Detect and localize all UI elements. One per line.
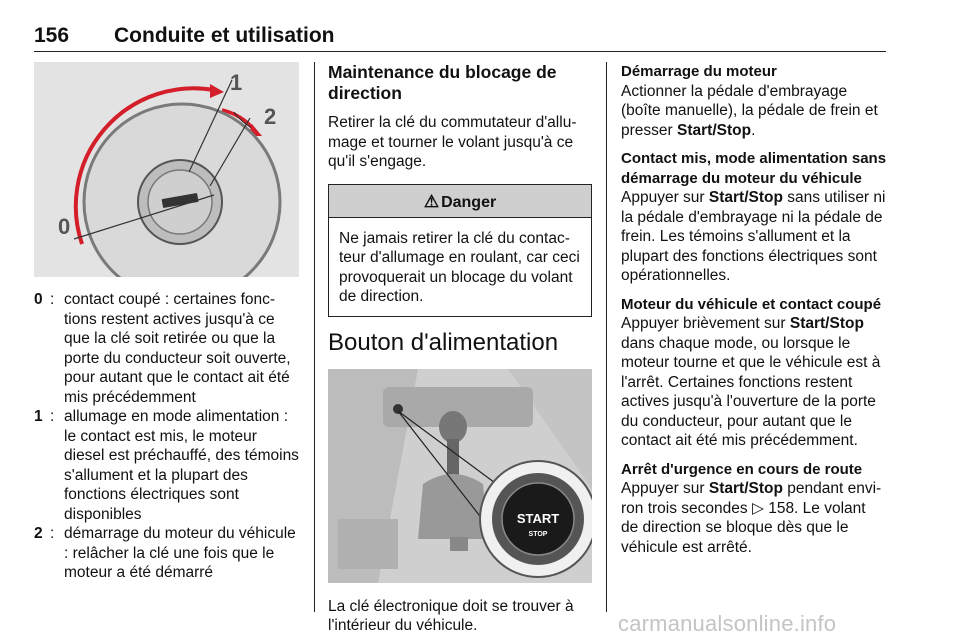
section-title: Moteur du véhicule et contact coupé bbox=[621, 295, 882, 313]
figure-label-2: 2 bbox=[264, 104, 277, 129]
start-stop-term: Start/Stop bbox=[708, 189, 783, 206]
position-key: 1 bbox=[34, 408, 43, 425]
figure-label-1: 1 bbox=[230, 70, 243, 95]
column-middle bbox=[328, 62, 592, 636]
danger-title: Danger bbox=[441, 193, 497, 211]
triangle-reference-icon[interactable]: ▷ bbox=[751, 499, 764, 517]
page-number: 156 bbox=[34, 24, 70, 47]
steering-lock-heading: Maintenance du blocage de direction bbox=[328, 62, 557, 103]
power-button-heading: Bouton d'alimentation bbox=[328, 328, 559, 356]
column-left bbox=[34, 62, 299, 583]
watermark: carmanualsonline.info bbox=[618, 611, 837, 636]
section-text: Appuyer sur Start/Stop sans utiliser ni la pédale d'embrayage ni la pédale de frein. Les témoins s'allument et la plupart des fonctions électriques sont opérationnelles. bbox=[621, 189, 886, 284]
section-title: Démarrage du moteur bbox=[621, 63, 777, 80]
danger-header bbox=[329, 185, 591, 218]
list-item: 1 : allumage en mode alimentation : le contact est mis, le moteur diesel est préchauffé, des témoins s'allument et la plupart des fonctions électriques sont disponibles bbox=[34, 408, 299, 523]
section-text: Appuyer brièvement sur Start/Stop dans chaque mode, ou lorsque le moteur tourne et que le véhicule est à l'arrêt. Certaines fonctions restent actives jusqu'à l'ouverture de la porte du conducteur, pour autant que le contact ait été mis précédemment. bbox=[621, 315, 881, 449]
section-emergency-stop bbox=[621, 460, 887, 558]
stop-label: STOP bbox=[528, 530, 548, 538]
figure-label-0: 0 bbox=[58, 214, 71, 239]
column-right bbox=[621, 62, 887, 566]
ignition-switch-figure bbox=[34, 62, 299, 277]
section-text: Actionner la pédale d'embrayage (boîte manuelle), la pédale de frein et presser Start/Stop. bbox=[621, 82, 878, 139]
position-key: 0 bbox=[34, 291, 43, 308]
position-key: 2 bbox=[34, 525, 43, 542]
figure-caption: La clé électronique doit se trouver à l'intérieur du véhicule. bbox=[328, 597, 574, 634]
section-title: Contact mis, mode alimentation sans démarrage du moteur du véhicule bbox=[621, 150, 887, 187]
start-label: START bbox=[516, 510, 560, 526]
ignition-position-list bbox=[34, 290, 299, 583]
page-title: Conduite et utilisation bbox=[114, 24, 335, 47]
list-item: 2 : démarrage du moteur du véhicule : relâcher la clé une fois que le moteur a été démarré bbox=[34, 524, 299, 583]
section-ignition-on bbox=[621, 149, 887, 286]
page-header bbox=[34, 20, 886, 52]
section-text: Appuyer sur Start/Stop pendant envi-ron trois secondes ▷ 158. Le volant de direction se bloque dès que le véhicule est arrêté. bbox=[621, 480, 882, 556]
start-stop-term: Start/Stop bbox=[677, 121, 752, 139]
position-description: contact coupé : certaines fonc-tions restent actives jusqu'à ce que la clé soit retirée ou que la porte du conducteur soit ouverte, pour autant que le contact ait été mis précédemment bbox=[64, 291, 291, 406]
position-description: allumage en mode alimentation : le contact est mis, le moteur diesel est préchauffé, des témoins s'allument et la plupart des fonctions électriques sont disponibles bbox=[64, 408, 299, 523]
section-engine-start bbox=[621, 62, 887, 140]
section-engine-off bbox=[621, 295, 887, 451]
column-divider bbox=[314, 62, 315, 612]
danger-text: Ne jamais retirer la clé du contac-teur d'allumage en roulant, car ceci provoquerait un blocage du volant de direction. bbox=[339, 229, 580, 305]
position-description: démarrage du moteur du véhicule : relâcher la clé une fois que le moteur a été démarré bbox=[64, 525, 296, 581]
steering-lock-text: Retirer la clé du commutateur d'allu-mage et tourner le volant jusqu'à ce qu'il s'engage. bbox=[328, 114, 577, 170]
column-divider bbox=[606, 62, 607, 612]
warning-triangle-icon: ⚠ bbox=[423, 191, 440, 211]
danger-box bbox=[328, 184, 592, 317]
start-stop-term: Start/Stop bbox=[789, 315, 864, 332]
start-stop-term: Start/Stop bbox=[708, 480, 783, 497]
list-item: 0 : contact coupé : certaines fonc-tions restent actives jusqu'à ce que la clé soit retirée ou que la porte du conducteur soit ouverte, pour autant que le contact ait été mis précédemment bbox=[34, 290, 299, 407]
section-title: Arrêt d'urgence en cours de route bbox=[621, 460, 863, 478]
start-button-figure bbox=[328, 369, 592, 583]
